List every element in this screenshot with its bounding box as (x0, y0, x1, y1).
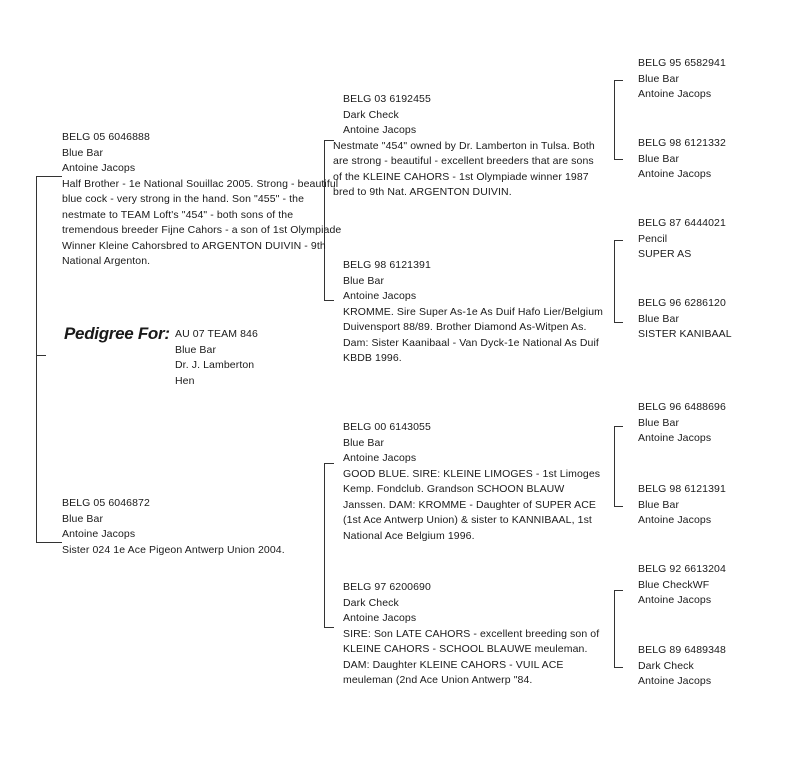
ds-color: Blue Bar (343, 436, 385, 449)
ds-band: BELG 00 6143055 (343, 421, 431, 433)
pedigree-label: Pedigree For: (64, 324, 170, 343)
dd-breeder: Antoine Jacops (343, 612, 417, 624)
gen4-band: BELG 95 6582941 (638, 57, 726, 69)
gen4-band: BELG 98 6121391 (638, 483, 726, 495)
subject-sex: Hen (175, 374, 195, 387)
gen4-entry (638, 136, 726, 183)
sire-block (62, 130, 344, 270)
gen4-entry (638, 562, 726, 609)
dam-block (62, 496, 332, 558)
sd-block (343, 258, 603, 367)
sire-note: Half Brother - 1e National Souillac 2005. Strong - beautiful blue cock - very strong in the hand. Son "455" - the nestmate to TEAM Loft's "454" - both sons of the tremendous breeder Fijne Cahors - a son of 1st Olympiade Winner Kleine Cahorsbred to ARGENTON DUIVIN - 9th National Argenton. (62, 177, 342, 267)
gen4-band: BELG 96 6488696 (638, 401, 726, 413)
gen4-color: Blue Bar (638, 498, 680, 511)
gen4-breeder: Antoine Jacops (638, 88, 712, 100)
gen4-band: BELG 96 6286120 (638, 297, 726, 309)
subject-color: Blue Bar (175, 343, 217, 356)
sd-band: BELG 98 6121391 (343, 259, 431, 271)
gen4-entry (638, 296, 732, 343)
gen4-color: Blue Bar (638, 152, 680, 165)
sd-note: KROMME. Sire Super As-1e As Duif Hafo Lier/Belgium Duivensport 88/89. Brother Diamond As-Witpen As. Dam: Sister Kaanibaal - Van Dyck-1e National As Duif KBDB 1996. (343, 305, 604, 364)
gen4-entry (638, 56, 726, 103)
ss-block (333, 92, 603, 201)
gen4-band: BELG 98 6121332 (638, 137, 726, 149)
dam-band: BELG 05 6046872 (62, 497, 150, 509)
gen4-color: Blue Bar (638, 72, 680, 85)
gen4-breeder: Antoine Jacops (638, 594, 712, 606)
ss-band: BELG 03 6192455 (343, 93, 431, 105)
gen4-entry (638, 400, 726, 447)
gen4-entry (638, 482, 726, 529)
gen4-breeder: Antoine Jacops (638, 675, 712, 687)
gen4-band: BELG 92 6613204 (638, 563, 726, 575)
sd-color: Blue Bar (343, 274, 385, 287)
sire-band: BELG 05 6046888 (62, 131, 150, 143)
dd-color: Dark Check (343, 596, 399, 609)
gen4-color: Blue Bar (638, 416, 680, 429)
gen4-entry (638, 643, 726, 690)
dam-breeder: Antoine Jacops (62, 528, 136, 540)
ss-breeder: Antoine Jacops (343, 124, 417, 136)
gen4-band: BELG 87 6444021 (638, 217, 726, 229)
subject-band: AU 07 TEAM 846 (175, 328, 258, 340)
dd-block (343, 580, 605, 689)
sire-breeder: Antoine Jacops (62, 162, 136, 174)
ds-note: GOOD BLUE. SIRE: KLEINE LIMOGES - 1st Limoges Kemp. Fondclub. Grandson SCHOON BLAUW Janssen. DAM: KROMME - Daughter of SUPER ACE (1st Ace Antwerp Union) & sister to KANNIBAAL, 1st National Ace Belgium 1996. (343, 467, 601, 542)
dd-note: SIRE: Son LATE CAHORS - excellent breeding son of KLEINE CAHORS - SCHOOL BLAUWE meuleman. DAM: Daughter KLEINE CAHORS - VUIL ACE meuleman (2nd Ace Union Antwerp "84. (343, 627, 600, 686)
ss-note: Nestmate "454" owned by Dr. Lamberton in Tulsa. Both are strong - beautiful - excellent breeders that are sons of the KLEINE CAHORS - 1st Olympiade winner 1987 bred to 9th Nat. ARGENTON DUIVIN. (333, 139, 595, 198)
gen4-breeder: SISTER KANIBAAL (638, 328, 732, 340)
sire-color: Blue Bar (62, 146, 104, 159)
dam-color: Blue Bar (62, 512, 104, 525)
gen4-entry (638, 216, 726, 263)
subject-breeder: Dr. J. Lamberton (175, 359, 255, 371)
gen4-breeder: SUPER AS (638, 248, 692, 260)
gen4-breeder: Antoine Jacops (638, 168, 712, 180)
sd-breeder: Antoine Jacops (343, 290, 417, 302)
gen4-breeder: Antoine Jacops (638, 432, 712, 444)
gen4-color: Blue Bar (638, 312, 680, 325)
gen4-breeder: Antoine Jacops (638, 514, 712, 526)
subject-block (175, 327, 258, 389)
gen4-band: BELG 89 6489348 (638, 644, 726, 656)
dam-note: Sister 024 1e Ace Pigeon Antwerp Union 2004. (62, 543, 285, 556)
gen4-color: Blue CheckWF (638, 578, 710, 591)
ds-breeder: Antoine Jacops (343, 452, 417, 464)
dd-band: BELG 97 6200690 (343, 581, 431, 593)
ds-block (343, 420, 605, 544)
ss-color: Dark Check (343, 108, 399, 121)
gen4-color: Dark Check (638, 659, 694, 672)
gen4-color: Pencil (638, 232, 668, 245)
